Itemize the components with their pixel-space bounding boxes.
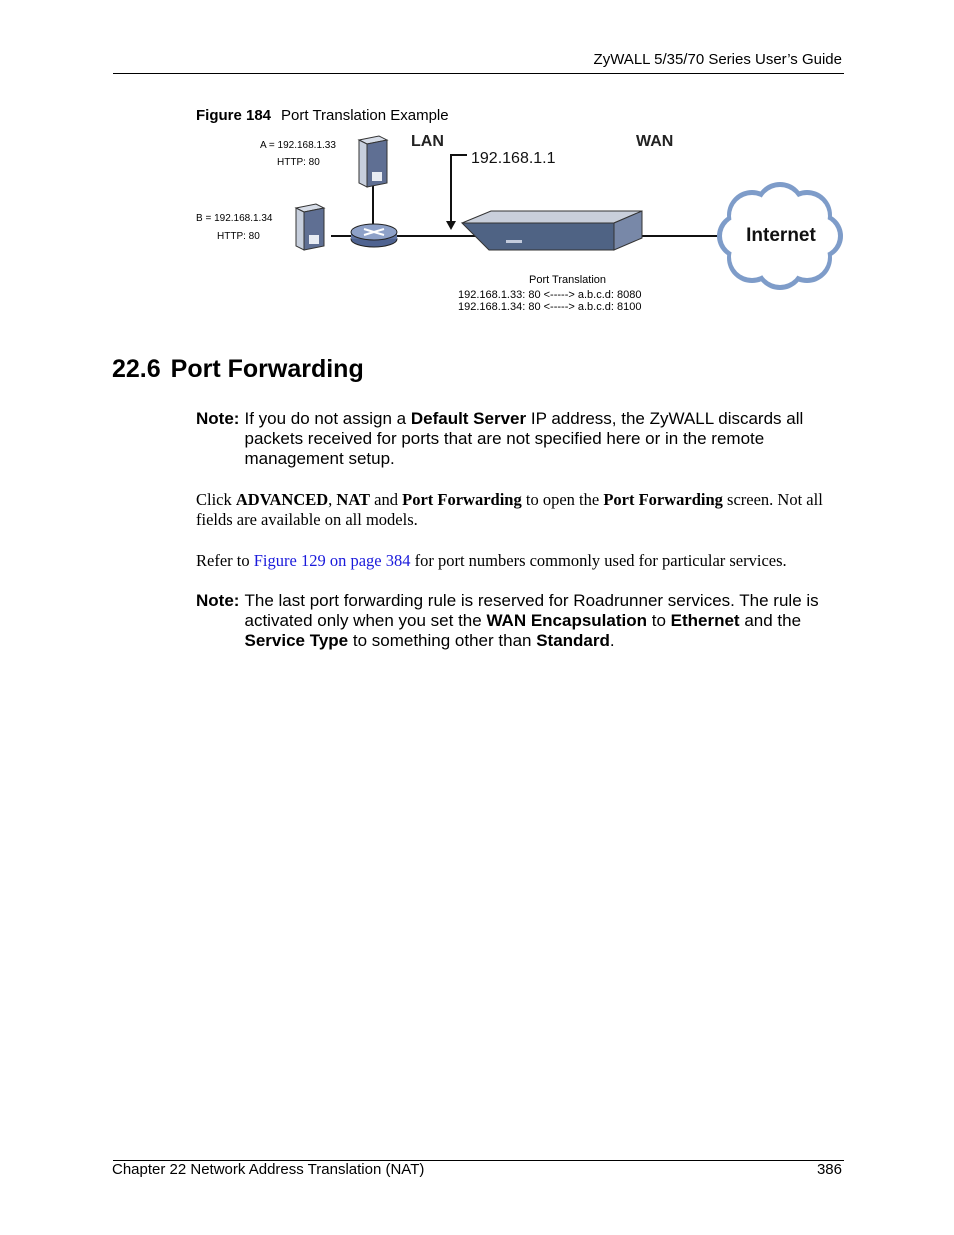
wan-label: WAN <box>636 133 674 150</box>
router-ip-pointer <box>451 155 467 227</box>
note-text: The last port forwarding rule is reserved for Roadrunner services. The rule is activated only when you set the WAN Encapsulation to Ethernet and the Service Type to something other than Standard. <box>244 591 819 650</box>
translation-row-1: 192.168.1.33: 80 <-----> a.b.c.d: 8080 <box>458 289 642 301</box>
port-translation-diagram <box>196 128 844 314</box>
note-text: If you do not assign a Default Server IP address, the ZyWALL discards all packets received for ports that are not specified here or in the remote management setup. <box>244 409 804 468</box>
note-default-server <box>196 409 836 469</box>
switch-icon <box>351 224 397 247</box>
figure-129-link[interactable]: Figure 129 on page 384 <box>253 551 411 570</box>
figure-number: Figure 184 <box>196 107 272 124</box>
footer-chapter: Chapter 22 Network Address Translation (NAT) <box>112 1161 425 1178</box>
page-number: 386 <box>816 1161 842 1178</box>
lan-label: LAN <box>411 133 444 150</box>
figure-title: Port Translation Example <box>281 107 449 124</box>
paragraph-reference: Refer to Figure 129 on page 384 for port numbers commonly used for particular services. <box>196 551 787 570</box>
server-b-icon <box>296 204 324 250</box>
server-a-port-label: HTTP: 80 <box>277 157 320 168</box>
translation-row-2: 192.168.1.34: 80 <-----> a.b.c.d: 8100 <box>458 301 642 313</box>
running-header: ZyWALL 5/35/70 Series User’s Guide <box>593 51 842 68</box>
header-rule <box>113 73 844 74</box>
paragraph-navigation: Click ADVANCED, NAT and Port Forwarding to open the Port Forwarding screen. Not all fields are available on all models. <box>196 490 823 529</box>
figure-caption <box>196 107 449 124</box>
internet-label: Internet <box>746 225 816 246</box>
section-number: 22.6 <box>112 355 161 383</box>
port-translation-title: Port Translation <box>529 274 607 286</box>
server-b-port-label: HTTP: 80 <box>217 231 260 242</box>
note-label: Note: <box>196 591 240 610</box>
section-title: Port Forwarding <box>170 355 364 383</box>
section-heading <box>112 355 364 384</box>
note-label: Note: <box>196 409 240 428</box>
server-a-icon <box>359 136 387 187</box>
server-b-ip-label: B = 192.168.1.34 <box>196 213 273 224</box>
note-roadrunner <box>196 591 836 651</box>
server-a-ip-label: A = 192.168.1.33 <box>260 140 336 151</box>
router-ip-label: 192.168.1.1 <box>471 150 556 167</box>
pointer-arrowhead <box>446 221 456 230</box>
zywall-device-icon <box>462 211 642 250</box>
